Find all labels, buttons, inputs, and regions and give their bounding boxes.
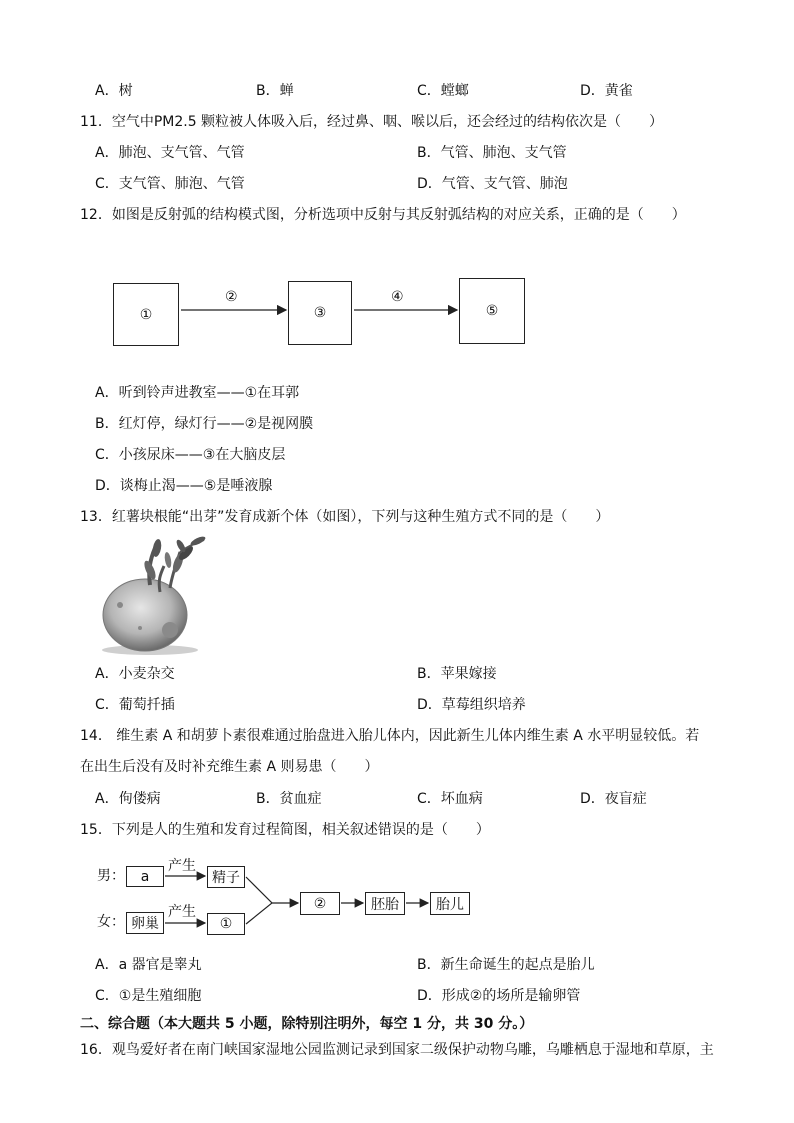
q11-option-a: A．肺泡、支气管、气管: [95, 145, 245, 161]
q14-stem-line2: 在出生后没有及时补充维生素 A 则易患（ ）: [80, 759, 379, 775]
q13-option-a: A．小麦杂交: [95, 666, 175, 682]
egg-box: ①: [207, 913, 245, 935]
q14-stem-line1: 14． 维生素 A 和胡萝卜素很难通过胎盘进入胎儿体内，因此新生儿体内维生素 A 水平明显较低。若: [80, 728, 700, 744]
female-label: 女：: [97, 914, 125, 930]
q16-stem: 16．观鸟爱好者在南门峡国家湿地公园监测记录到国家二级保护动物乌雕，乌雕栖息于湿地和草原，主: [80, 1042, 714, 1058]
q10-option-c: C．螳螂: [417, 83, 469, 99]
q12-option-c: C．小孩尿床——③在大脑皮层: [95, 447, 286, 463]
q14-option-b: B．贫血症: [256, 791, 322, 807]
q14-option-a: A．佝偻病: [95, 791, 161, 807]
embryo-box: 胚胎: [365, 892, 405, 915]
section-2-title: 二、综合题（本大题共 5 小题，除特别注明外，每空 1 分，共 30 分。）: [80, 1016, 534, 1032]
organ-a-box: a: [126, 866, 164, 887]
q14-option-c: C．坏血病: [417, 791, 483, 807]
male-label: 男：: [97, 868, 125, 884]
sperm-box: 精子: [207, 866, 245, 888]
produce-label-2: 产生: [168, 904, 196, 920]
q13-stem: 13．红薯块根能“出芽”发育成新个体（如图），下列与这种生殖方式不同的是（ ）: [80, 509, 610, 525]
q12-option-b: B．红灯停，绿灯行——②是视网膜: [95, 416, 314, 432]
q11-stem: 11．空气中PM2.5 颗粒被人体吸入后，经过鼻、咽、喉以后，还会经过的结构依次是（ ）: [80, 114, 664, 130]
q13-option-b: B．苹果嫁接: [417, 666, 497, 682]
reflex-arrow-label-4: ④: [391, 289, 404, 305]
q10-option-d: D．黄雀: [580, 83, 633, 99]
q12-option-a: A．听到铃声进教室——①在耳郭: [95, 385, 300, 401]
reflex-box-1: ①: [113, 283, 179, 346]
reflex-box-5: ⑤: [459, 278, 525, 344]
q13-option-c: C．葡萄扦插: [95, 697, 175, 713]
q15-option-b: B．新生命诞生的起点是胎儿: [417, 957, 595, 973]
zygote-box: ②: [300, 892, 340, 915]
fetus-box: 胎儿: [430, 892, 470, 915]
q11-option-b: B．气管、肺泡、支气管: [417, 145, 567, 161]
q15-option-d: D．形成②的场所是输卵管: [417, 988, 581, 1004]
q15-stem: 15．下列是人的生殖和发育过程简图，相关叙述错误的是（ ）: [80, 822, 490, 838]
reflex-box-3: ③: [288, 281, 352, 345]
q10-option-b: B．蝉: [256, 83, 294, 99]
q10-option-a: A．树: [95, 83, 133, 99]
q14-option-d: D．夜盲症: [580, 791, 647, 807]
ovary-box: 卵巢: [126, 912, 164, 934]
q13-option-d: D．草莓组织培养: [417, 697, 526, 713]
q12-option-d: D．谈梅止渴——⑤是唾液腺: [95, 478, 273, 494]
reflex-arrow-label-2: ②: [225, 289, 238, 305]
q11-option-c: C．支气管、肺泡、气管: [95, 176, 245, 192]
q15-option-c: C．①是生殖细胞: [95, 988, 202, 1004]
produce-label-1: 产生: [168, 858, 196, 874]
q12-stem: 12．如图是反射弧的结构模式图，分析选项中反射与其反射弧结构的对应关系，正确的是（ ）: [80, 207, 686, 223]
q11-option-d: D．气管、支气管、肺泡: [417, 176, 568, 192]
q15-option-a: A．a 器官是睾丸: [95, 957, 202, 973]
